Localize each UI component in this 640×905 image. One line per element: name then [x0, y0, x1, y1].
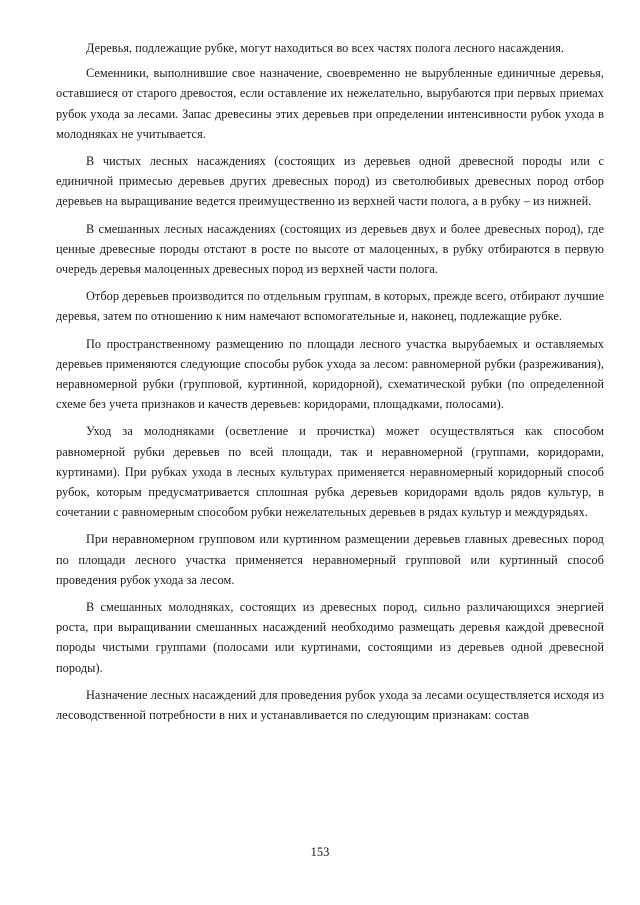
paragraph-7: Уход за молодняками (осветление и прочистка) может осуществляться как способом равномерной рубки деревьев по всей площади, так и неравномерной (группами, коридорами, куртинами). При рубках ухода в лесных культурах применяется неравномерный коридорный способ рубок, которым предусматривается сплошная рубка деревьев коридорами вдоль рядов культур, в сочетании с равномерным способом рубки нежелательных деревьев в рядах культур и междурядьях.: [56, 424, 604, 520]
paragraph-1: Деревья, подлежащие рубке, могут находиться во всех частях полога лесного насаждения.: [86, 41, 565, 55]
paragraph-5: Отбор деревьев производится по отдельным группам, в которых, прежде всего, отбирают лучшие деревья, затем по отношению к ним намечают вспомогательные и, наконец, подлежащие рубке.: [56, 289, 604, 324]
page-number: 153: [310, 845, 330, 859]
paragraph-9: В смешанных молодняках, состоящих из древесных пород, сильно различающихся энергией роста, при выращивании смешанных насаждений необходимо размещать деревья каждой древесной породы чистыми группами (полосами или куртинами, состоящими из деревьев одной древесной породы).: [56, 600, 604, 675]
paragraph-10: Назначение лесных насаждений для проведения рубок ухода за лесами осуществляется исходя из лесоводственной потребности в них и устанавливается по следующим признакам: состав: [56, 687, 604, 723]
paragraph-3: В чистых лесных насаждениях (состоящих из деревьев одной древесной породы или с единичной примесью деревьев других древесных пород) из светолюбивых древесных пород отбор деревьев на выращивание ведется преимущественно из верхней части полога, а в рубку – из нижней.: [56, 154, 604, 209]
document-page: [56, 38, 604, 888]
paragraph-2: Семенники, выполнившие свое назначение, своевременно не вырубленные единичные деревья, оставшиеся от старого древостоя, если оставление их нежелательно, вырубаются при первых приемах рубок ухода за лесами. Запас древесины этих деревьев при определении интенсивности рубок ухода в молодняках не учитывается.: [56, 66, 604, 141]
paragraph-8: При неравномерном групповом или куртинном размещении деревьев главных древесных пород по площади лесного участка применяется неравномерный групповой или куртинный способ проведения рубок ухода за лесом.: [56, 532, 604, 587]
paragraph-6: По пространственному размещению по площади лесного участка вырубаемых и оставляемых деревьев применяются следующие способы рубок ухода за лесом: равномерной рубки (разреживания), неравномерной рубки (групповой, куртинной, коридорной), схематической рубки (по определенной схеме без учета признаков и качеств деревьев: коридорами, площадками, полосами).: [56, 336, 604, 412]
paragraph-4: В смешанных лесных насаждениях (состоящих из деревьев двух и более древесных пород), где ценные древесные породы отстают в росте по высоте от малоценных, в рубку отбираются в первую очередь деревья малоценных древесных пород из верхней части полога.: [56, 221, 604, 277]
